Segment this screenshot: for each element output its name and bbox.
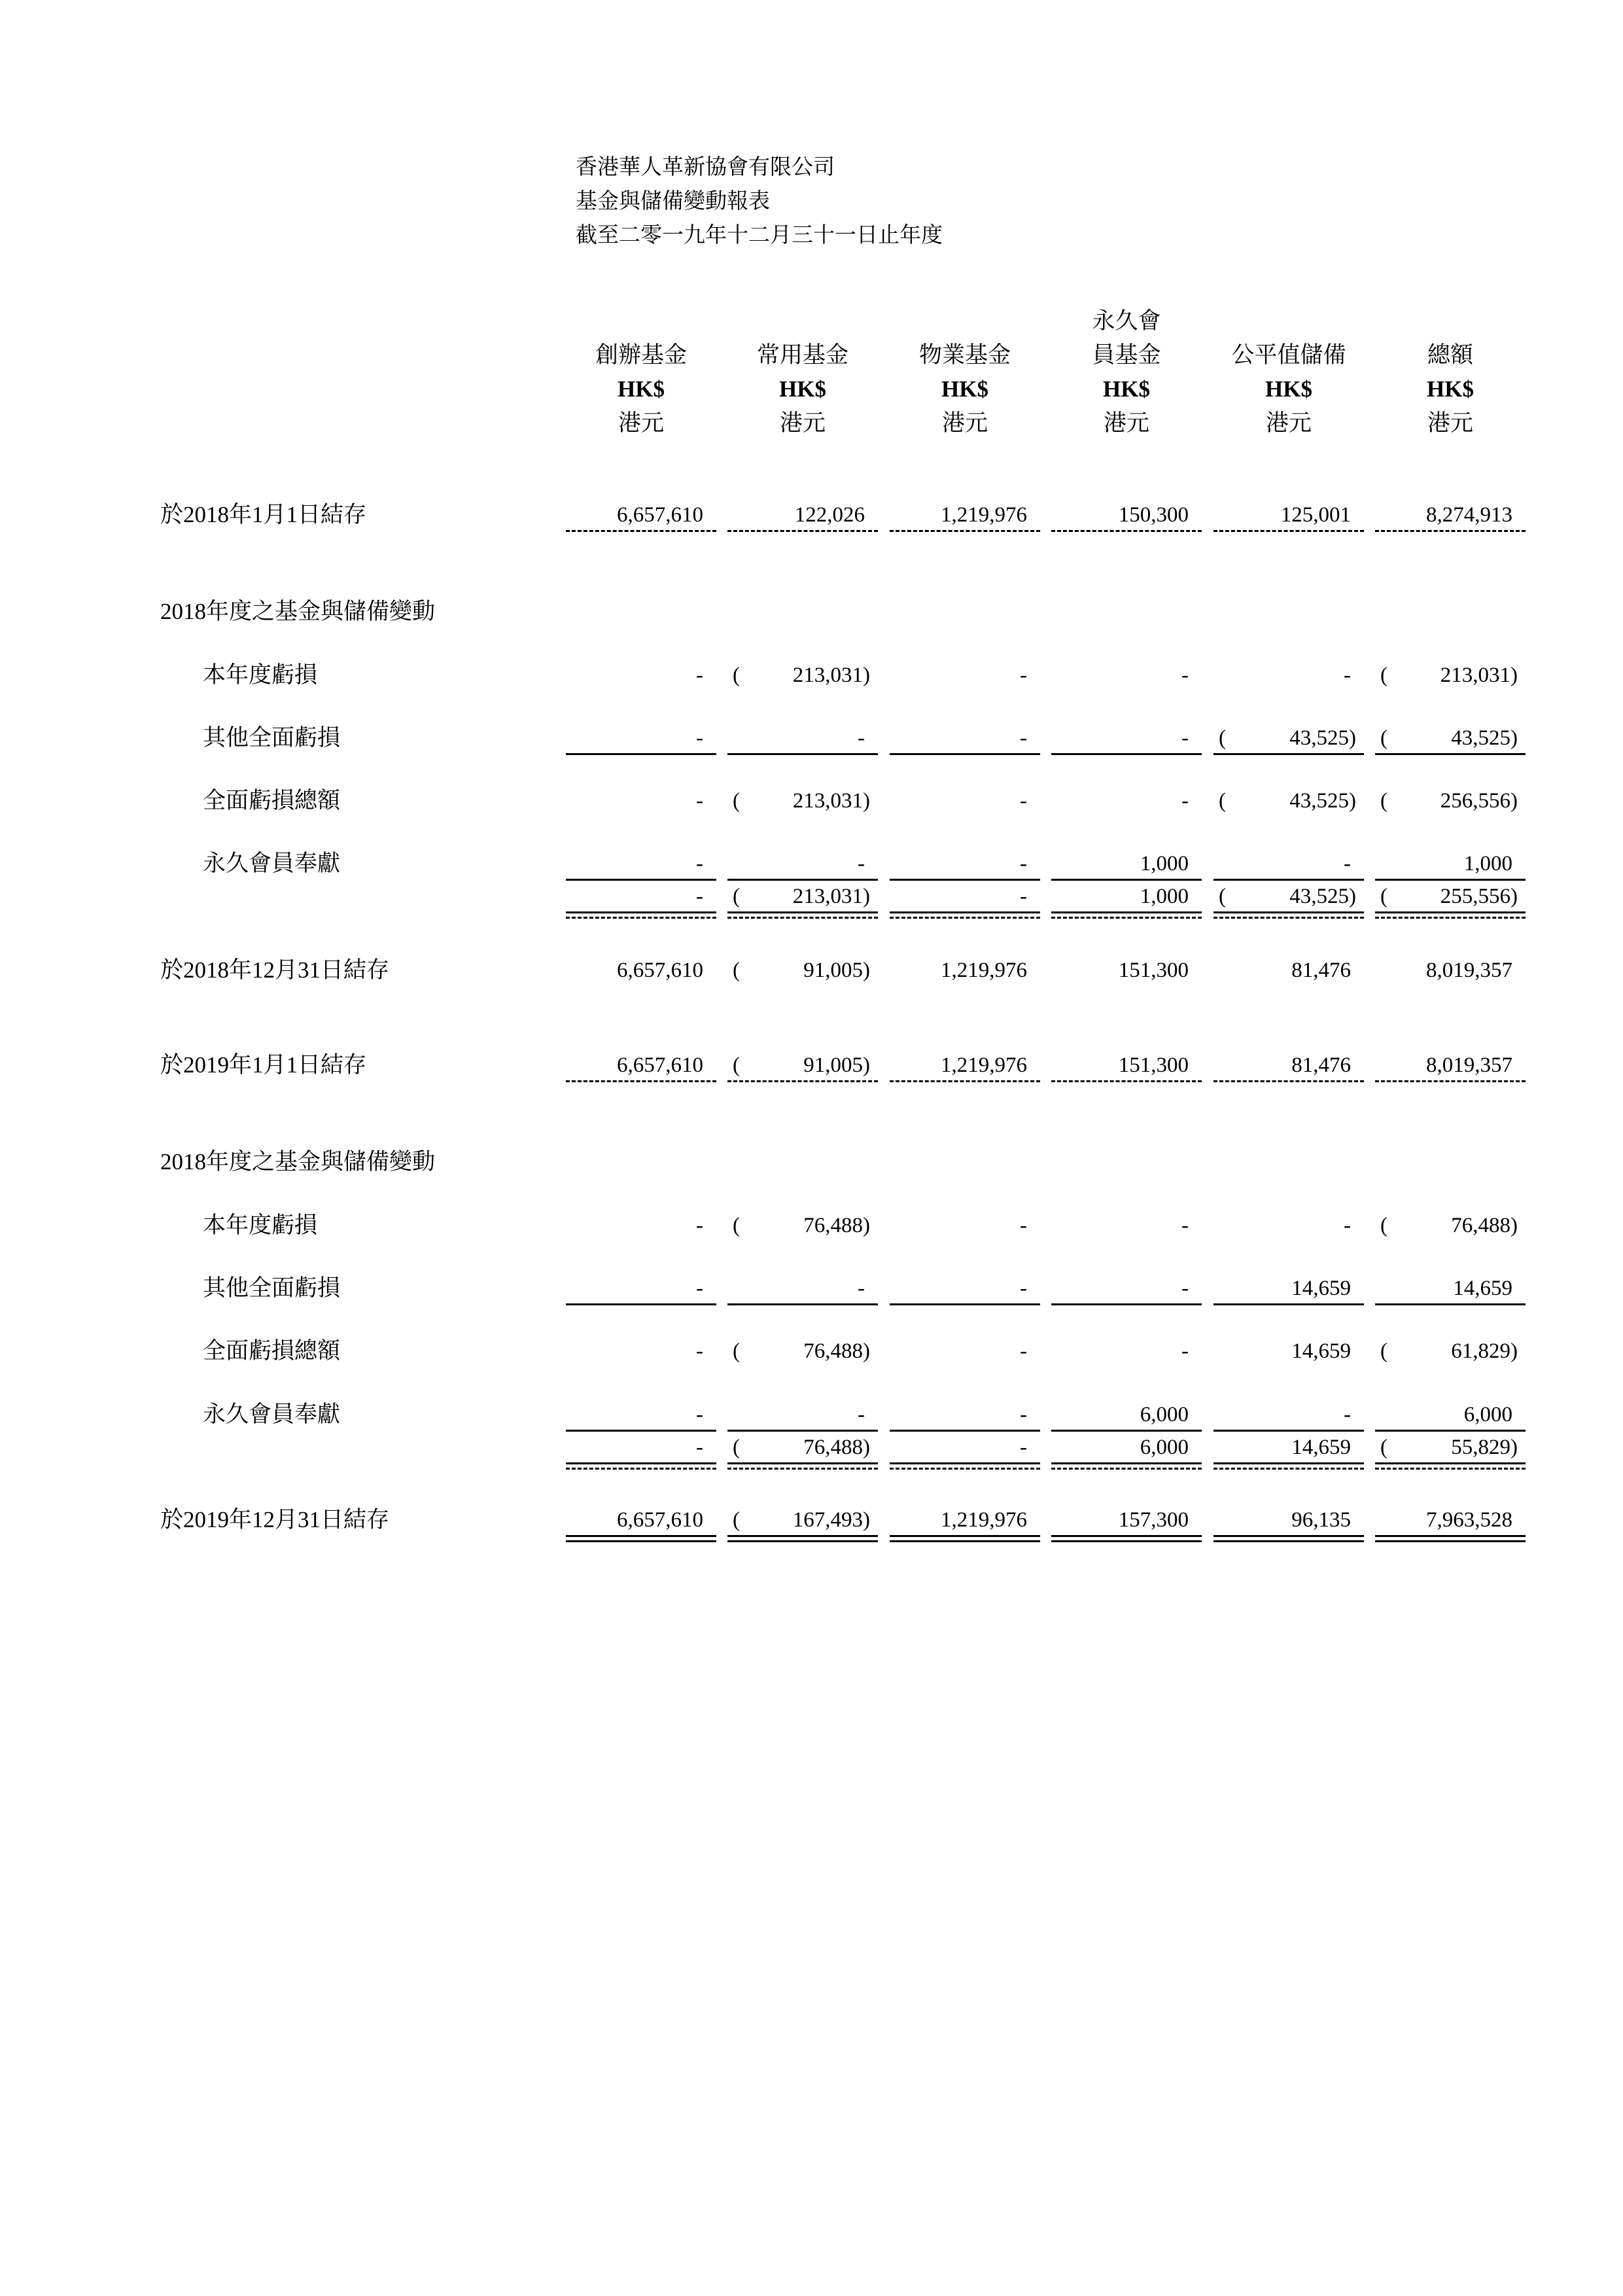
cell-value: 6,657,610 <box>617 503 703 527</box>
currency-label: 港元 <box>941 410 988 436</box>
underline-rule <box>727 879 878 881</box>
underline-rule <box>1375 917 1526 919</box>
row-label: 全面虧損總額 <box>203 788 341 813</box>
underline-rule <box>1375 1080 1526 1082</box>
underline-rule <box>890 753 1040 755</box>
cell-value: 167,493) <box>792 1508 870 1532</box>
cell-value: 6,000 <box>1140 1436 1189 1459</box>
cell-value: 1,000 <box>1140 852 1189 875</box>
underline-rule <box>890 1468 1040 1470</box>
cell-value: - <box>1020 1339 1027 1363</box>
row-label: 其他全面虧損 <box>203 725 341 751</box>
underline-rule <box>890 1540 1040 1542</box>
row-label: 永久會員奉獻 <box>203 1402 341 1427</box>
underline-rule <box>727 1080 878 1082</box>
underline-rule <box>566 1462 716 1464</box>
cell-value: 8,019,357 <box>1426 1053 1512 1077</box>
underline-rule <box>890 1080 1040 1082</box>
row-label: 於2019年12月31日結存 <box>160 1507 390 1532</box>
currency-label: 港元 <box>1103 410 1149 436</box>
underline-rule <box>1213 911 1364 913</box>
cell-value: 150,300 <box>1118 503 1189 527</box>
underline-rule <box>727 917 878 919</box>
cell-value: 6,657,610 <box>617 1053 703 1077</box>
cell-value: 43,525) <box>1289 789 1356 813</box>
cell-value: 43,525) <box>1451 726 1518 750</box>
cell-value: 43,525) <box>1289 885 1356 908</box>
column-name-line: 公平值儲備 <box>1231 342 1346 368</box>
cell-value: - <box>1020 885 1027 908</box>
column-name-line: 永久會 <box>1092 308 1161 334</box>
underline-rule <box>1213 879 1364 881</box>
cell-value: 6,657,610 <box>617 959 703 982</box>
cell-value: 213,031) <box>792 789 870 813</box>
cell-value: - <box>858 852 865 875</box>
underline-rule <box>566 1535 716 1537</box>
column-name-line: 創辦基金 <box>595 342 687 368</box>
column-name-line: 總額 <box>1427 342 1473 368</box>
cell-value: 76,488) <box>1451 1214 1518 1237</box>
open-paren: ( <box>733 959 740 982</box>
underline-rule <box>566 1540 716 1542</box>
underline-rule <box>1213 1535 1364 1537</box>
currency-label: 港元 <box>1427 410 1473 436</box>
underline-rule <box>1213 1468 1364 1470</box>
cell-value: - <box>1344 852 1351 875</box>
cell-value: - <box>1181 1339 1189 1363</box>
cell-value: 213,031) <box>792 663 870 687</box>
underline-rule <box>1051 1303 1202 1305</box>
cell-value: - <box>1020 852 1027 875</box>
cell-value: - <box>696 885 703 908</box>
underline-rule <box>1213 753 1364 755</box>
underline-rule <box>566 530 716 532</box>
underline-rule <box>566 917 716 919</box>
underline-rule <box>727 1430 878 1432</box>
cell-value: - <box>1020 663 1027 687</box>
open-paren: ( <box>1380 663 1387 687</box>
underline-rule <box>890 1462 1040 1464</box>
section-label: 2018年度之基金與儲備變動 <box>160 1149 436 1174</box>
underline-rule <box>566 911 716 913</box>
open-paren: ( <box>1380 885 1387 908</box>
cell-value: 213,031) <box>1440 663 1518 687</box>
column-header <box>886 338 1043 440</box>
cell-value: 14,659 <box>1291 1436 1351 1459</box>
cell-value: - <box>1020 1214 1027 1237</box>
cell-value: 91,005) <box>803 1053 870 1077</box>
column-name-line: 員基金 <box>1092 342 1161 368</box>
underline-rule <box>1051 530 1202 532</box>
company-name: 香港華人革新協會有限公司 <box>576 156 835 179</box>
currency-label: 港元 <box>618 410 664 436</box>
cell-value: 7,963,528 <box>1426 1508 1512 1532</box>
cell-value: 76,488) <box>803 1339 870 1363</box>
column-name-line: 物業基金 <box>918 342 1011 368</box>
column-header <box>1372 338 1529 440</box>
underline-rule <box>1213 1430 1364 1432</box>
cell-value: - <box>1020 1277 1027 1300</box>
underline-rule <box>1051 911 1202 913</box>
open-paren: ( <box>733 1508 740 1532</box>
underline-rule <box>890 917 1040 919</box>
cell-value: - <box>1181 726 1189 750</box>
row-label: 其他全面虧損 <box>203 1275 341 1301</box>
open-paren: ( <box>1380 789 1387 813</box>
underline-rule <box>1051 879 1202 881</box>
cell-value: 213,031) <box>792 885 870 908</box>
open-paren: ( <box>733 885 740 908</box>
cell-value: - <box>696 1277 703 1300</box>
cell-value: - <box>1020 1436 1027 1459</box>
underline-rule <box>890 1535 1040 1537</box>
column-name-line: 常用基金 <box>756 342 848 368</box>
underline-rule <box>1375 911 1526 913</box>
underline-rule <box>1375 1430 1526 1432</box>
cell-value: 91,005) <box>803 959 870 982</box>
cell-value: 157,300 <box>1118 1508 1189 1532</box>
cell-value: - <box>1344 1403 1351 1426</box>
underline-rule <box>1051 1468 1202 1470</box>
cell-value: - <box>858 1277 865 1300</box>
cell-value: 43,525) <box>1289 726 1356 750</box>
underline-rule <box>566 1080 716 1082</box>
row-label: 永久會員奉獻 <box>203 851 341 876</box>
underline-rule <box>1213 917 1364 919</box>
currency-label: 港元 <box>1265 410 1312 436</box>
open-paren: ( <box>1380 726 1387 750</box>
cell-value: 151,300 <box>1118 959 1189 982</box>
cell-value: - <box>696 852 703 875</box>
underline-rule <box>727 911 878 913</box>
cell-value: - <box>1020 1403 1027 1426</box>
underline-rule <box>727 1462 878 1464</box>
open-paren: ( <box>733 789 740 813</box>
cell-value: - <box>696 1339 703 1363</box>
open-paren: ( <box>733 1214 740 1237</box>
currency-code: HK$ <box>1427 376 1474 402</box>
underline-rule <box>1213 1540 1364 1542</box>
section-label: 2018年度之基金與儲備變動 <box>160 599 436 624</box>
underline-rule <box>1375 753 1526 755</box>
cell-value: 14,659 <box>1291 1277 1351 1300</box>
underline-rule <box>566 1468 716 1470</box>
underline-rule <box>890 1303 1040 1305</box>
underline-rule <box>890 530 1040 532</box>
underline-rule <box>1375 1468 1526 1470</box>
cell-value: - <box>696 726 703 750</box>
currency-code: HK$ <box>1103 376 1150 402</box>
cell-value: 1,219,976 <box>941 1053 1027 1077</box>
underline-rule <box>566 1430 716 1432</box>
underline-rule <box>1375 1303 1526 1305</box>
row-label: 於2019年1月1日結存 <box>160 1052 367 1078</box>
underline-rule <box>1213 1462 1364 1464</box>
open-paren: ( <box>733 1339 740 1363</box>
cell-value: 122,026 <box>794 503 865 527</box>
row-label: 於2018年12月31日結存 <box>160 957 390 983</box>
underline-rule <box>890 911 1040 913</box>
cell-value: 81,476 <box>1291 1053 1351 1077</box>
cell-value: 256,556) <box>1440 789 1518 813</box>
column-header <box>1210 338 1367 440</box>
cell-value: 96,135 <box>1291 1508 1351 1532</box>
underline-rule <box>1051 1540 1202 1542</box>
cell-value: 125,001 <box>1280 503 1351 527</box>
row-label: 本年度虧損 <box>203 662 318 688</box>
cell-value: - <box>858 1403 865 1426</box>
underline-rule <box>1375 1540 1526 1542</box>
cell-value: 14,659 <box>1291 1339 1351 1363</box>
cell-value: 1,219,976 <box>941 503 1027 527</box>
currency-code: HK$ <box>941 376 988 402</box>
underline-rule <box>890 879 1040 881</box>
underline-rule <box>1375 530 1526 532</box>
cell-value: - <box>696 663 703 687</box>
cell-value: 1,000 <box>1140 885 1189 908</box>
underline-rule <box>727 753 878 755</box>
underline-rule <box>727 530 878 532</box>
cell-value: 1,219,976 <box>941 1508 1027 1532</box>
open-paren: ( <box>1219 789 1226 813</box>
open-paren: ( <box>733 663 740 687</box>
underline-rule <box>1051 1430 1202 1432</box>
cell-value: 8,019,357 <box>1426 959 1512 982</box>
underline-rule <box>1051 1080 1202 1082</box>
cell-value: 151,300 <box>1118 1053 1189 1077</box>
underline-rule <box>1213 1080 1364 1082</box>
underline-rule <box>566 1303 716 1305</box>
column-header <box>563 338 720 440</box>
currency-label: 港元 <box>779 410 826 436</box>
cell-value: 14,659 <box>1453 1277 1512 1300</box>
cell-value: 8,274,913 <box>1426 503 1512 527</box>
cell-value: - <box>1020 726 1027 750</box>
cell-value: - <box>858 726 865 750</box>
underline-rule <box>1375 1535 1526 1537</box>
underline-rule <box>727 1540 878 1542</box>
underline-rule <box>1051 917 1202 919</box>
cell-value: - <box>1020 789 1027 813</box>
underline-rule <box>1051 1535 1202 1537</box>
cell-value: 6,000 <box>1140 1403 1189 1426</box>
underline-rule <box>727 1535 878 1537</box>
currency-code: HK$ <box>618 376 665 402</box>
cell-value: - <box>1181 789 1189 813</box>
open-paren: ( <box>1219 885 1226 908</box>
cell-value: - <box>1344 1214 1351 1237</box>
cell-value: - <box>696 1436 703 1459</box>
cell-value: 255,556) <box>1440 885 1518 908</box>
underline-rule <box>1375 1462 1526 1464</box>
cell-value: 55,829) <box>1451 1436 1518 1459</box>
cell-value: 6,000 <box>1463 1403 1512 1426</box>
cell-value: 76,488) <box>803 1436 870 1459</box>
cell-value: 61,829) <box>1451 1339 1518 1363</box>
statement-period: 截至二零一九年十二月三十一日止年度 <box>576 224 943 247</box>
underline-rule <box>1051 753 1202 755</box>
cell-value: 76,488) <box>803 1214 870 1237</box>
open-paren: ( <box>733 1053 740 1077</box>
currency-code: HK$ <box>1265 376 1312 402</box>
row-label: 本年度虧損 <box>203 1212 318 1238</box>
underline-rule <box>566 753 716 755</box>
cell-value: - <box>696 1214 703 1237</box>
open-paren: ( <box>733 1436 740 1459</box>
underline-rule <box>727 1303 878 1305</box>
underline-rule <box>890 1430 1040 1432</box>
cell-value: - <box>696 789 703 813</box>
open-paren: ( <box>1380 1339 1387 1363</box>
underline-rule <box>566 879 716 881</box>
underline-rule <box>1375 879 1526 881</box>
cell-value: 81,476 <box>1291 959 1351 982</box>
column-header <box>1048 304 1205 440</box>
statement-title: 基金與儲備變動報表 <box>576 190 770 213</box>
row-label: 於2018年1月1日結存 <box>160 502 367 527</box>
cell-value: 1,000 <box>1463 852 1512 875</box>
cell-value: 6,657,610 <box>617 1508 703 1532</box>
underline-rule <box>1213 530 1364 532</box>
open-paren: ( <box>1219 726 1226 750</box>
underline-rule <box>727 1468 878 1470</box>
currency-code: HK$ <box>779 376 826 402</box>
cell-value: 1,219,976 <box>941 959 1027 982</box>
row-label: 全面虧損總額 <box>203 1338 341 1364</box>
underline-rule <box>1051 1462 1202 1464</box>
cell-value: - <box>1181 663 1189 687</box>
open-paren: ( <box>1380 1436 1387 1459</box>
underline-rule <box>1213 1303 1364 1305</box>
cell-value: - <box>1344 663 1351 687</box>
cell-value: - <box>1181 1277 1189 1300</box>
cell-value: - <box>696 1403 703 1426</box>
column-header <box>724 338 881 440</box>
cell-value: - <box>1181 1214 1189 1237</box>
open-paren: ( <box>1380 1214 1387 1237</box>
